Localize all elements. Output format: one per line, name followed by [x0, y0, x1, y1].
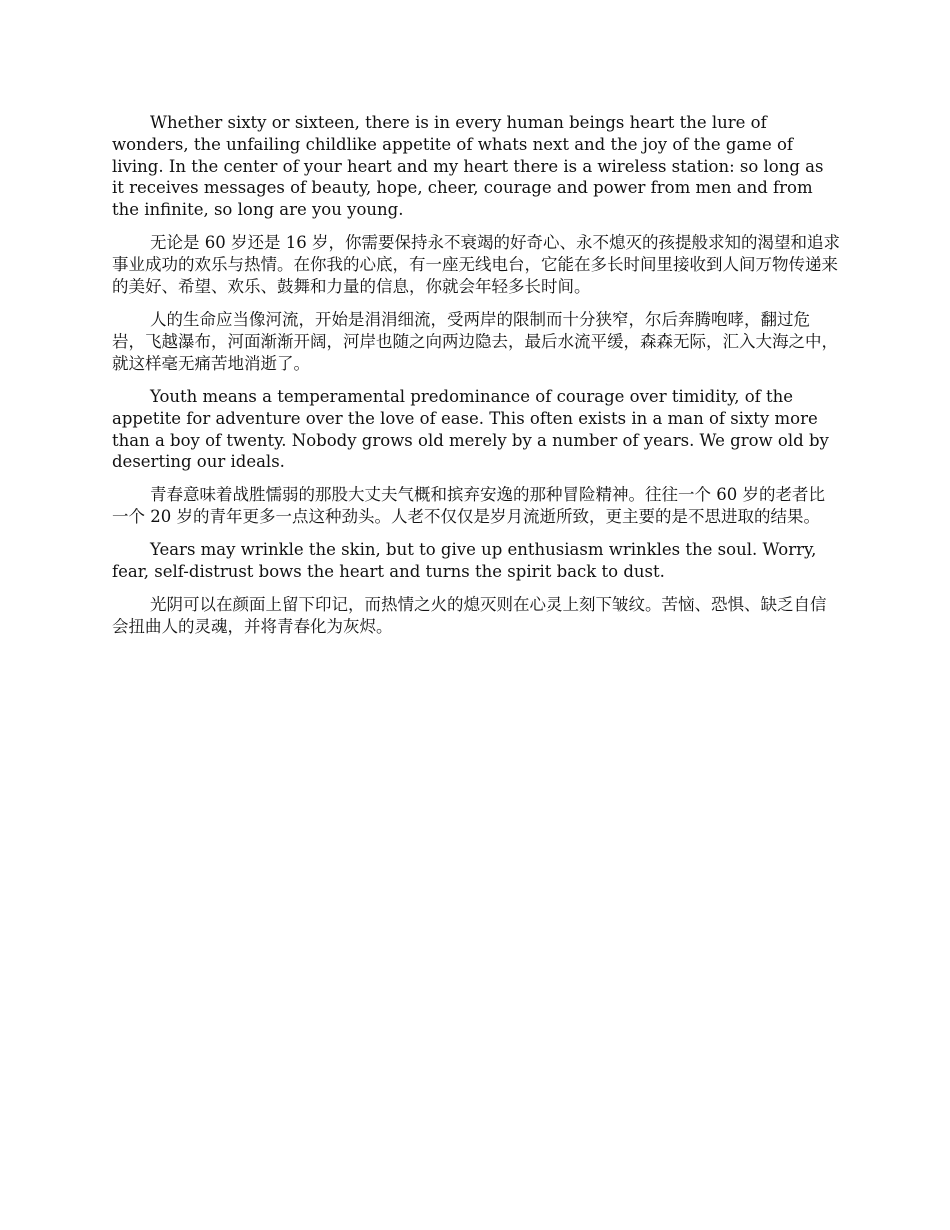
document-body: [112, 112, 840, 649]
paragraph-7-chinese: 光阴可以在颜面上留下印记，而热情之火的熄灭则在心灵上刻下皱纹。苦恼、恐惧、缺乏自信会扭曲人的灵魂，并将青春化为灰烬。: [112, 594, 827, 636]
paragraph-1-english: Whether sixty or sixteen, there is in every human beings heart the lure of wonders, the unfailing childlike appetite of whats next and the joy of the game of living. In the center of your heart and my heart there is a wireless station: so long as it receives messages of beauty, hope, cheer, courage and power from men and from the infinite, so long are you young.: [112, 113, 824, 220]
paragraph-5-chinese: 青春意味着战胜懦弱的那股大丈夫气概和摈弃安逸的那种冒险精神。往往一个 60 岁的老者比一个 20 岁的青年更多一点这种劲头。人老不仅仅是岁月流逝所致，更主要的是不思进取的结果。: [112, 485, 825, 527]
paragraph-3-chinese: 人的生命应当像河流，开始是涓涓细流，受两岸的限制而十分狭窄，尔后奔腾咆哮，翻过危岩，飞越瀑布，河面渐渐开阔，河岸也随之向两边隐去，最后水流平缓，森森无际，汇入大海之中，就这样毫无痛苦地消逝了。: [112, 309, 838, 373]
paragraph-6-english: Years may wrinkle the skin, but to give up enthusiasm wrinkles the soul. Worry, fear, self-distrust bows the heart and turns the spirit back to dust.: [112, 540, 817, 581]
paragraph-2-chinese: 无论是 60 岁还是 16 岁，你需要保持永不衰竭的好奇心、永不熄灭的孩提般求知的渴望和追求事业成功的欢乐与热情。在你我的心底，有一座无线电台，它能在多长时间里接收到人间万物传递来的美好、希望、欢乐、鼓舞和力量的信息，你就会年轻多长时间。: [112, 232, 840, 296]
paragraph-4-english: Youth means a temperamental predominance of courage over timidity, of the appetite for adventure over the love of ease. This often exists in a man of sixty more than a boy of twenty. Nobody grows old merely by a number of years. We grow old by deserting our ideals.: [112, 386, 829, 472]
